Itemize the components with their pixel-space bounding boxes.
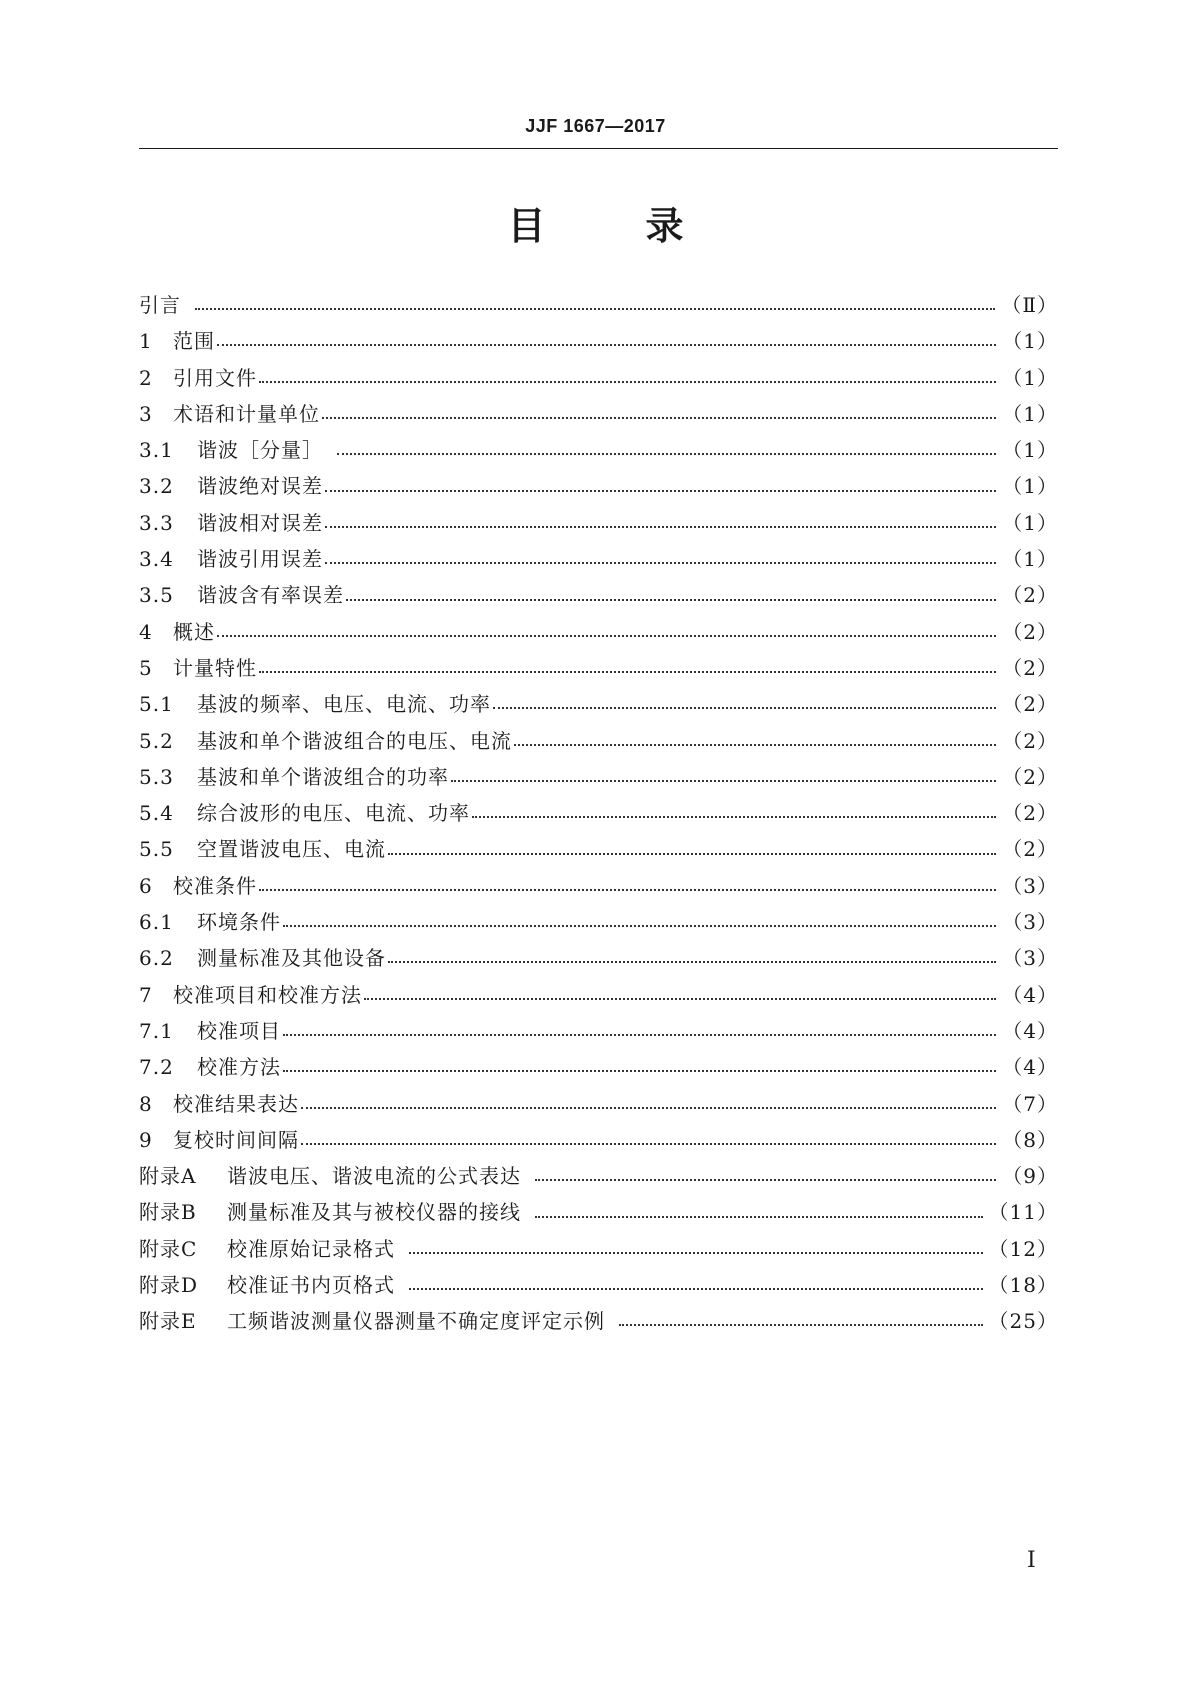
title-char-1: 目 [507,204,546,248]
toc-entry-label: 环境条件 [197,910,281,935]
toc-entry[interactable] [139,360,1058,396]
toc-entry-page: （4） [1002,1018,1058,1043]
toc-leader-dots [217,635,996,637]
toc-leader-dots [195,308,995,310]
toc-entry[interactable] [139,795,1058,831]
toc-entry[interactable] [139,614,1058,650]
toc-entry-number: 9 [139,1127,153,1152]
toc-entry[interactable] [139,1086,1058,1122]
toc-entry-page: （3） [1002,946,1058,971]
toc-entry[interactable] [139,686,1058,722]
toc-entry-page: （Ⅱ） [1001,293,1058,317]
toc-leader-dots [535,1216,983,1218]
toc-leader-dots [283,1070,996,1072]
toc-entry-label: 基波和单个谐波组合的电压、电流 [197,728,512,753]
toc-leader-dots [472,816,996,818]
toc-entry-label: 校准证书内页格式 [227,1273,395,1298]
toc-leader-dots [283,1034,996,1036]
toc-leader-dots [409,1252,983,1254]
toc-entry[interactable] [139,1303,1058,1339]
toc-entry-page: （1） [1002,401,1058,426]
toc-entry-page: （4） [1002,982,1058,1007]
toc-entry-page: （2） [1002,655,1058,680]
toc-entry-number: 2 [139,365,153,390]
toc-entry-label: 引用文件 [173,365,257,390]
toc-entry-number: 附录D [139,1273,199,1298]
toc-leader-dots [217,344,996,346]
toc-entry-label: 测量标准及其他设备 [197,946,386,971]
toc-entry-number: 3.1 [139,438,174,463]
toc-entry-label: 谐波含有率误差 [197,583,344,608]
toc-entry-label: 谐波绝对误差 [197,474,323,499]
toc-entry-label: 工频谐波测量仪器测量不确定度评定示例 [227,1309,605,1334]
toc-entry-number: 3 [139,401,153,426]
toc-entry-page: （3） [1002,873,1058,898]
toc-entry[interactable] [139,1231,1058,1267]
toc-entry[interactable] [139,831,1058,867]
toc-entry-page: （1） [1002,438,1058,463]
toc-entry[interactable] [139,723,1058,759]
toc-entry-number: 5.2 [139,728,174,753]
toc-entry-number: 6 [139,873,153,898]
toc-entry-label: 谐波电压、谐波电流的公式表达 [227,1164,521,1189]
toc-entry-label: 范围 [173,329,215,354]
toc-entry[interactable] [139,505,1058,541]
toc-entry-number: 附录B [139,1200,197,1225]
toc-entry-page: （9） [1002,1164,1058,1189]
toc-leader-dots [301,1107,996,1109]
toc-entry-page: （8） [1002,1127,1058,1152]
toc-entry-label: 空置谐波电压、电流 [197,837,386,862]
toc-entry-number: 5.3 [139,764,174,789]
toc-entry-number: 6.2 [139,946,174,971]
toc-entry-number: 1 [139,329,153,354]
toc-entry-number: 3.3 [139,510,174,535]
toc-entry-number: 3.2 [139,474,174,499]
toc-entry[interactable] [139,1013,1058,1049]
toc-leader-dots [388,961,996,963]
toc-leader-dots [259,671,996,673]
toc-entry-label: 计量特性 [173,655,257,680]
toc-entry-label: 测量标准及其与被校仪器的接线 [227,1200,521,1225]
toc-entry-label: 谐波引用误差 [197,547,323,572]
toc-entry-page: （3） [1002,910,1058,935]
toc-entry-label: 复校时间间隔 [173,1127,299,1152]
toc-entry-page: （1） [1002,510,1058,535]
toc-leader-dots [493,707,996,709]
toc-entry-label: 校准原始记录格式 [227,1236,395,1261]
toc-entry-label: 校准条件 [173,873,257,898]
toc-entry-number: 附录A [139,1164,197,1189]
toc-entry-number: 7.1 [139,1018,174,1043]
toc-entry-label: 基波的频率、电压、电流、功率 [197,692,491,717]
toc-entry-number: 7.2 [139,1055,174,1080]
toc-entry-label: 谐波相对误差 [197,510,323,535]
toc-entry-number: 5.1 [139,692,174,717]
title-char-2: 录 [645,204,684,248]
toc-leader-dots [619,1324,983,1326]
toc-entry[interactable] [139,940,1058,976]
toc-leader-dots [325,490,996,492]
toc-leader-dots [283,925,996,927]
toc-entry-page: （2） [1002,837,1058,862]
toc-entry[interactable] [139,759,1058,795]
toc-entry-number: 7 [139,982,153,1007]
toc-leader-dots [322,417,996,419]
toc-entry[interactable] [139,323,1058,359]
toc-leader-dots [514,744,996,746]
toc-leader-dots [451,780,996,782]
toc-entry[interactable] [139,868,1058,904]
table-of-contents [139,287,1058,1340]
toc-entry-page: （4） [1002,1055,1058,1080]
toc-entry-label: 基波和单个谐波组合的功率 [197,764,449,789]
toc-entry[interactable] [139,396,1058,432]
toc-entry-number: 5 [139,655,153,680]
toc-leader-dots [535,1179,996,1181]
page-title [0,202,1191,250]
toc-entry-label: 概述 [173,619,215,644]
toc-entry-page: （1） [1002,547,1058,572]
toc-entry-number: 5.5 [139,837,174,862]
toc-entry-number: 附录C [139,1236,198,1261]
toc-leader-dots [259,381,996,383]
toc-entry-number: 5.4 [139,801,174,826]
toc-entry[interactable] [139,1194,1058,1230]
toc-entry-page: （2） [1002,692,1058,717]
toc-entry-label: 校准项目和校准方法 [173,982,362,1007]
toc-entry-page: （2） [1002,583,1058,608]
toc-entry-label: 谐波［分量］ [197,438,323,463]
toc-entry-label: 校准结果表达 [173,1091,299,1116]
toc-entry-page: （2） [1002,619,1058,644]
toc-entry-label: 引言 [139,293,181,317]
toc-entry-page: （7） [1002,1091,1058,1116]
toc-entry-number: 4 [139,619,153,644]
toc-entry-page: （18） [988,1273,1058,1298]
toc-entry[interactable] [139,1122,1058,1158]
toc-entry-page: （11） [988,1200,1058,1225]
header-rule [139,148,1058,149]
toc-entry-number: 8 [139,1091,153,1116]
toc-entry[interactable] [139,1267,1058,1303]
toc-entry[interactable] [139,468,1058,504]
toc-leader-dots [325,526,996,528]
toc-entry-page: （25） [988,1309,1058,1334]
toc-entry-number: 6.1 [139,910,174,935]
toc-entry-label: 综合波形的电压、电流、功率 [197,801,470,826]
toc-leader-dots [364,998,996,1000]
toc-leader-dots [388,853,996,855]
page-number: Ⅰ [1027,1548,1036,1573]
toc-leader-dots [325,562,996,564]
toc-leader-dots [259,889,996,891]
toc-entry[interactable] [139,541,1058,577]
toc-entry-number: 3.4 [139,547,174,572]
toc-entry[interactable] [139,650,1058,686]
toc-entry-page: （1） [1002,365,1058,390]
toc-entry-label: 校准方法 [197,1055,281,1080]
toc-entry-page: （2） [1002,764,1058,789]
toc-leader-dots [346,599,996,601]
toc-leader-dots [301,1143,996,1145]
toc-entry-label: 校准项目 [197,1018,281,1043]
toc-entry[interactable] [139,577,1058,613]
toc-leader-dots [337,453,996,455]
toc-entry-number: 附录E [139,1309,197,1334]
toc-entry-page: （2） [1002,801,1058,826]
toc-entry[interactable] [139,287,1058,323]
toc-entry[interactable] [139,904,1058,940]
toc-entry[interactable] [139,977,1058,1013]
toc-entry-page: （1） [1002,474,1058,499]
toc-entry-page: （2） [1002,728,1058,753]
toc-entry[interactable] [139,432,1058,468]
toc-leader-dots [409,1288,983,1290]
document-code-header: JJF 1667—2017 [525,116,666,136]
toc-entry[interactable] [139,1158,1058,1194]
toc-entry-label: 术语和计量单位 [173,401,320,426]
toc-entry-page: （12） [988,1236,1058,1261]
toc-entry-number: 3.5 [139,583,174,608]
toc-entry-page: （1） [1002,329,1058,354]
toc-entry[interactable] [139,1049,1058,1085]
